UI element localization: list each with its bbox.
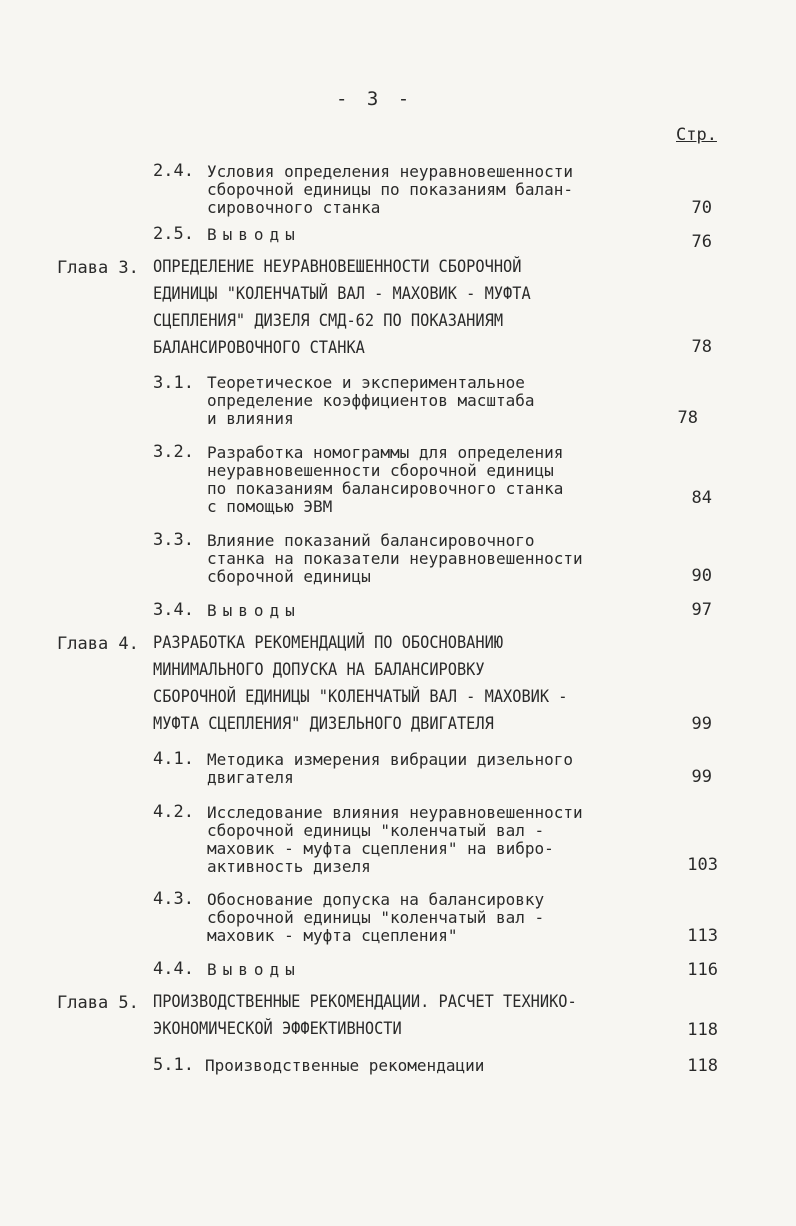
chapter-title-line: СБОРОЧНОЙ ЕДИНИЦЫ "КОЛЕНЧАТЫЙ ВАЛ - МАХОВИК - xyxy=(153,687,568,707)
entry-page: 116 xyxy=(687,960,718,980)
entry-number: 4.1. xyxy=(153,749,194,769)
entry-page: 70 xyxy=(691,198,712,218)
entry-number: 4.3. xyxy=(153,889,194,909)
entry-title-line: Теоретическое и экспериментальное xyxy=(207,373,525,392)
entry-title-line: сборочной единицы по показаниям балан- xyxy=(207,180,574,199)
entry-title-line: Производственные рекомендации xyxy=(205,1056,485,1075)
chapter-title-line: СЦЕПЛЕНИЯ" ДИЗЕЛЯ СМД-62 ПО ПОКАЗАНИЯМ xyxy=(153,311,504,331)
entry-page: 78 xyxy=(691,337,712,357)
chapter-label: Глава 5. xyxy=(57,993,139,1013)
entry-title-line: Выводы xyxy=(207,225,301,244)
entry-title-line: Исследование влияния неуравновешенности xyxy=(207,803,583,822)
entry-title-line: неуравновешенности сборочной единицы xyxy=(207,461,554,480)
entry-page: 99 xyxy=(691,767,712,787)
entry-title-line: и влияния xyxy=(207,409,294,428)
entry-number: 2.4. xyxy=(153,161,194,181)
entry-number: 5.1. xyxy=(153,1055,194,1075)
entry-page: 113 xyxy=(687,926,718,946)
chapter-title-line: ОПРЕДЕЛЕНИЕ НЕУРАВНОВЕШЕННОСТИ СБОРОЧНОЙ xyxy=(153,257,522,277)
entry-page: 118 xyxy=(687,1056,718,1076)
entry-title-line: с помощью ЭВМ xyxy=(207,497,333,516)
entry-number: 3.2. xyxy=(153,442,194,462)
chapter-title-line: ЕДИНИЦЫ "КОЛЕНЧАТЫЙ ВАЛ - МАХОВИК - МУФТА xyxy=(153,284,531,304)
chapter-title-line: МИНИМАЛЬНОГО ДОПУСКА НА БАЛАНСИРОВКУ xyxy=(153,660,485,680)
entry-title-line: Влияние показаний балансировочного xyxy=(207,531,535,550)
entry-number: 3.1. xyxy=(153,373,194,393)
page-number: - 3 - xyxy=(336,88,414,110)
entry-title-line: маховик - муфта сцепления" на вибро- xyxy=(207,839,554,858)
entry-page: 103 xyxy=(687,855,718,875)
entry-number: 4.2. xyxy=(153,802,194,822)
entry-page: 78 xyxy=(677,408,698,428)
entry-page: 97 xyxy=(691,600,712,620)
entry-page: 90 xyxy=(691,566,712,586)
entry-page: 76 xyxy=(691,232,712,252)
entry-title-line: Условия определения неуравновешенности xyxy=(207,162,574,181)
entry-title-line: двигателя xyxy=(207,768,294,787)
chapter-title-line: БАЛАНСИРОВОЧНОГО СТАНКА xyxy=(153,338,365,358)
entry-title-line: активность дизеля xyxy=(207,857,371,876)
chapter-label: Глава 3. xyxy=(57,258,139,278)
chapter-title-line: РАЗРАБОТКА РЕКОМЕНДАЦИЙ ПО ОБОСНОВАНИЮ xyxy=(153,633,504,653)
entry-title-line: Разработка номограммы для определения xyxy=(207,443,564,462)
entry-title-line: сборочной единицы xyxy=(207,567,371,586)
entry-page: 99 xyxy=(691,714,712,734)
entry-title-line: определение коэффициентов масштаба xyxy=(207,391,535,410)
entry-page: 118 xyxy=(687,1020,718,1040)
entry-number: 2.5. xyxy=(153,224,194,244)
entry-number: 3.4. xyxy=(153,600,194,620)
page-column-header: Стр. xyxy=(676,125,717,145)
chapter-title-line: ЭКОНОМИЧЕСКОЙ ЭФФЕКТИВНОСТИ xyxy=(153,1019,402,1039)
entry-title-line: маховик - муфта сцепления" xyxy=(207,926,458,945)
entry-title-line: Выводы xyxy=(207,960,301,979)
entry-title-line: сборочной единицы "коленчатый вал - xyxy=(207,821,545,840)
entry-title-line: сборочной единицы "коленчатый вал - xyxy=(207,908,545,927)
entry-title-line: Обоснование допуска на балансировку xyxy=(207,890,545,909)
entry-title-line: Методика измерения вибрации дизельного xyxy=(207,750,574,769)
chapter-label: Глава 4. xyxy=(57,634,139,654)
entry-title-line: станка на показатели неуравновешенности xyxy=(207,549,583,568)
entry-page: 84 xyxy=(691,488,712,508)
entry-title-line: сировочного станка xyxy=(207,198,381,217)
entry-title-line: по показаниям балансировочного станка xyxy=(207,479,564,498)
entry-title-line: Выводы xyxy=(207,601,301,620)
entry-number: 4.4. xyxy=(153,959,194,979)
entry-number: 3.3. xyxy=(153,530,194,550)
chapter-title-line: ПРОИЗВОДСТВЕННЫЕ РЕКОМЕНДАЦИИ. РАСЧЕТ ТЕХНИКО- xyxy=(153,992,577,1012)
chapter-title-line: МУФТА СЦЕПЛЕНИЯ" ДИЗЕЛЬНОГО ДВИГАТЕЛЯ xyxy=(153,714,494,734)
